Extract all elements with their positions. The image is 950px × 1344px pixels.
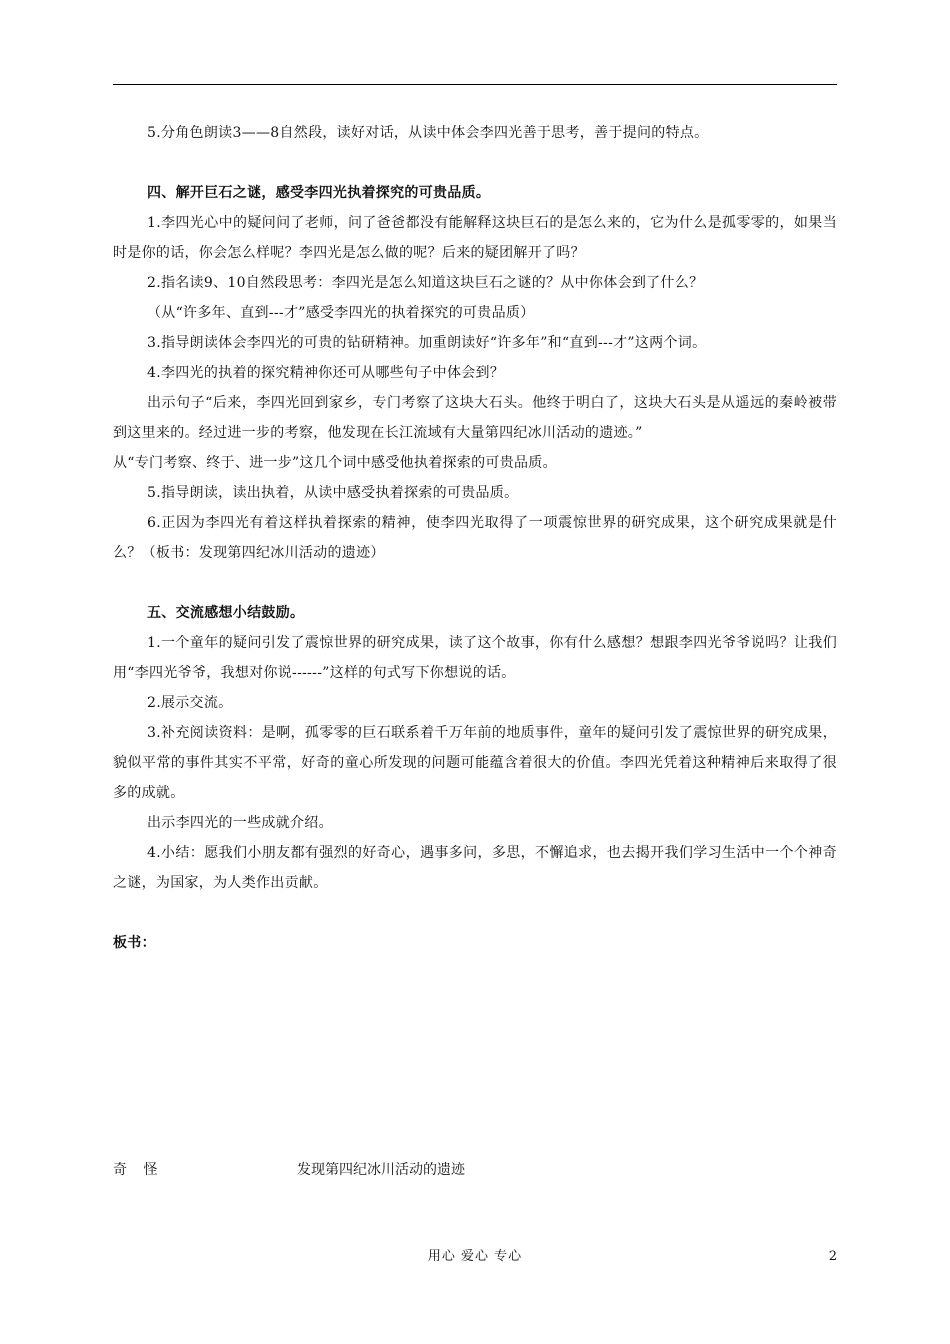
paragraph-intro: 5.分角色朗读3——8自然段，读好对话，从读中体会李四光善于思考，善于提问的特点。 — [147, 125, 709, 141]
board-left-text: 奇 怪 — [113, 1162, 164, 1178]
section-5-heading: 五、交流感想小结鼓励。 — [147, 605, 305, 621]
section-4-paragraph: 4.李四光的执着的探究精神你还可从哪些句子中体会到？ — [147, 365, 505, 381]
section-4-paragraph: 5.指导朗读，读出执着，从读中感受执着探索的可贵品质。 — [147, 485, 519, 501]
spacer — [113, 568, 837, 598]
section-5-paragraph: 2.展示交流。 — [147, 695, 233, 711]
header-rule — [113, 84, 837, 85]
board-heading: 板书： — [113, 935, 156, 951]
section-4-paragraph: 3.指导朗读体会李四光的可贵的钻研精神。加重朗读好“许多年”和“直到---才”这两个词。 — [147, 335, 707, 351]
section-4-paragraph: 1.李四光心中的疑问问了老师，问了爸爸都没有能解释这块巨石的是怎么来的，它为什么是孤零零的，如果当时是你的话，你会怎么样呢？李四光是怎么做的呢？后来的疑团解开了吗？ — [113, 215, 837, 261]
section-4-paragraph: 6.正因为李四光有着这样执着探索的精神，使李四光取得了一项震惊世界的研究成果，这个研究成果就是什么？（板书：发现第四纪冰川活动的遗迹） — [113, 515, 837, 561]
section-5-paragraph: 1.一个童年的疑问引发了震惊世界的研究成果，读了这个故事，你有什么感想？想跟李四光爷爷说吗？让我们用“李四光爷爷，我想对你说------”这样的句式写下你想说的话。 — [113, 635, 837, 681]
document-body — [113, 118, 837, 958]
section-4-heading: 四、解开巨石之谜，感受李四光执着探究的可贵品质。 — [147, 185, 491, 201]
page-footer — [113, 1245, 837, 1269]
section-4-paragraph: （从“许多年、直到---才”感受李四光的执着探究的可贵品质） — [147, 305, 535, 321]
spacer — [113, 148, 837, 178]
section-5-paragraph: 3.补充阅读资料：是啊，孤零零的巨石联系着千万年前的地质事件，童年的疑问引发了震惊世界的研究成果，貌似平常的事件其实不平常，好奇的童心所发现的问题可能蕴含着很大的价值。李四光凭着这种精神后来取得了很多的成就。 — [113, 725, 837, 801]
board-content — [113, 1155, 837, 1185]
section-5-paragraph: 出示李四光的一些成就介绍。 — [147, 815, 333, 831]
section-4-paragraph: 从“专门考察、终于、进一步”这几个词中感受他执着探索的可贵品质。 — [113, 455, 557, 471]
board-right-text: 发现第四纪冰川活动的遗迹 — [297, 1162, 465, 1178]
footer-slogan: 用心 爱心 专心 — [427, 1249, 523, 1264]
spacer — [113, 898, 837, 928]
section-4-paragraph: 2.指名读9、10自然段思考：李四光是怎么知道这块巨石之谜的？从中你体会到了什么？ — [147, 275, 704, 291]
page-number: 2 — [828, 1249, 837, 1264]
section-5-paragraph: 4.小结：愿我们小朋友都有强烈的好奇心，遇事多问，多思，不懈追求，也去揭开我们学习生活中一个个神奇之谜，为国家，为人类作出贡献。 — [113, 845, 837, 891]
section-4-paragraph: 出示句子“后来，李四光回到家乡，专门考察了这块大石头。他终于明白了，这块大石头是从遥远的秦岭被带到这里来的。经过进一步的考察，他发现在长江流域有大量第四纪冰川活动的遗迹。” — [113, 395, 837, 441]
